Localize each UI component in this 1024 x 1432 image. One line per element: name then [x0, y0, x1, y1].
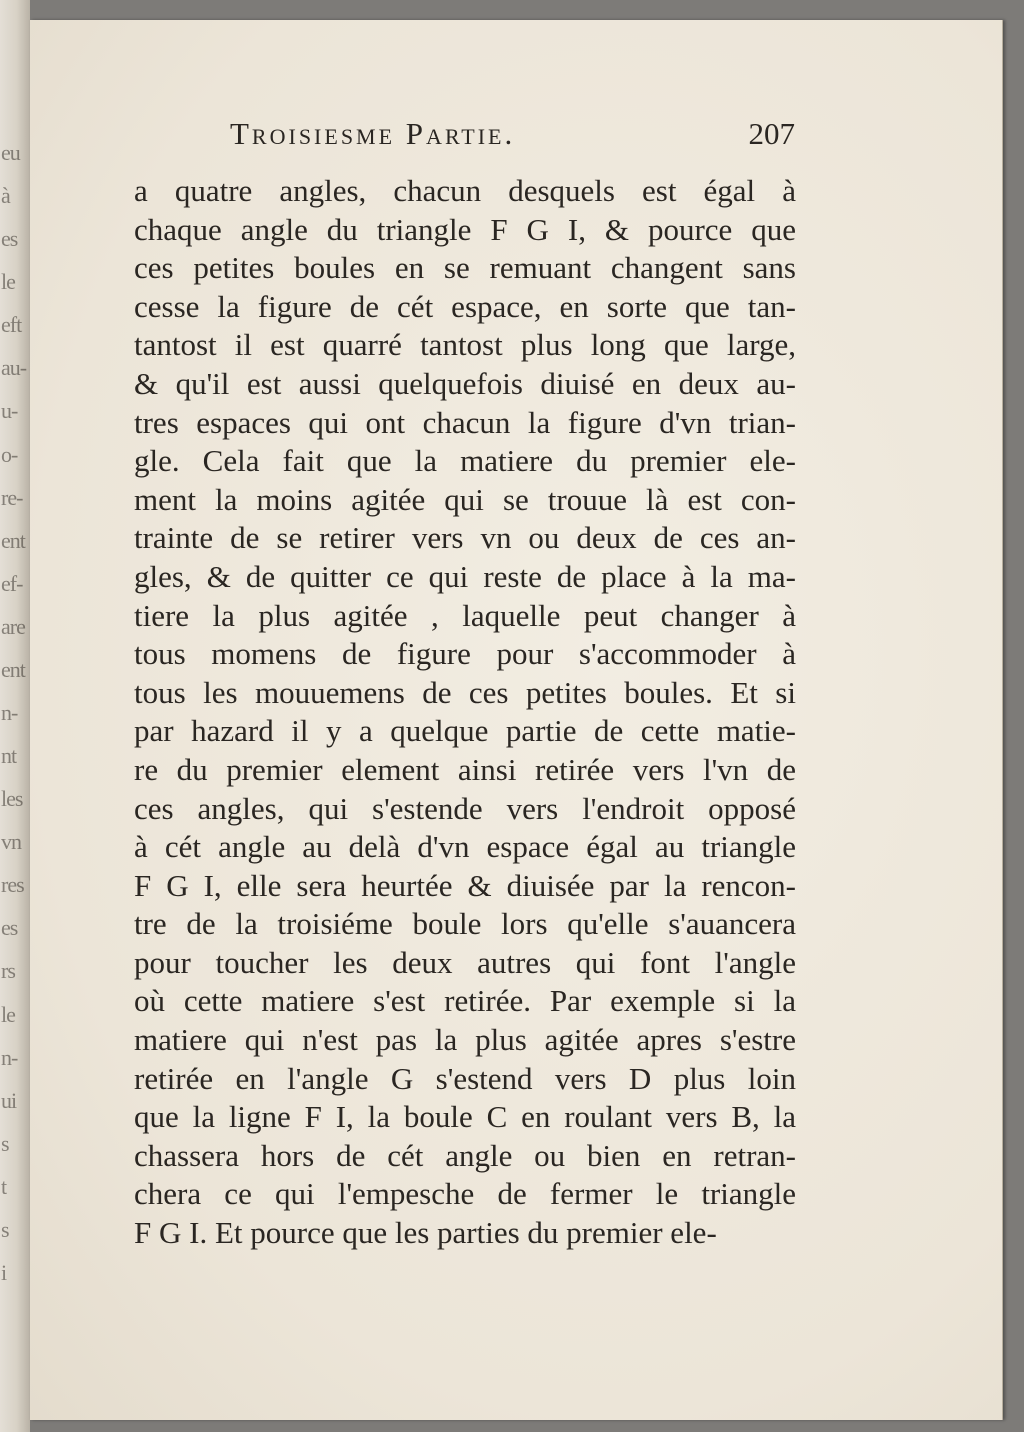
- gutter-fragment: ent: [1, 657, 25, 682]
- gutter-fragment: eft: [1, 312, 22, 337]
- body-text: [134, 172, 796, 1253]
- gutter-fragment: à: [1, 183, 10, 208]
- gutter-fragment: nt: [1, 743, 17, 768]
- text-line: tiere la plus agitée , laquelle peut changer à: [134, 597, 796, 633]
- gutter-fragment: res: [1, 872, 24, 897]
- gutter-fragment: o-: [1, 442, 18, 467]
- text-line: que la ligne F I, la boule C en roulant vers B, la: [134, 1099, 796, 1135]
- text-line: & qu'il est aussi quelquefois diuisé en deux au-: [134, 365, 796, 401]
- gutter-fragment: are: [1, 614, 25, 639]
- gutter-fragment: les: [1, 786, 23, 811]
- text-line: chera ce qui l'empesche de fermer le triangle: [134, 1176, 796, 1212]
- text-line: pour toucher les deux autres qui font l'angle: [134, 944, 796, 980]
- running-title: Troisiesme Partie.: [230, 116, 516, 151]
- text-line: cesse la figure de cét espace, en sorte que tan-: [134, 288, 796, 324]
- text-line: ces angles, qui s'estende vers l'endroit opposé: [134, 790, 796, 826]
- text-line: tres espaces qui ont chacun la figure d'vn trian-: [134, 404, 796, 440]
- gutter-fragment: i: [1, 1260, 7, 1285]
- gutter-fragment: t: [1, 1174, 7, 1199]
- text-line: chaque angle du triangle F G I, & pource que: [134, 211, 796, 247]
- gutter-fragment: re-: [1, 485, 23, 510]
- text-line: tous momens de figure pour s'accommoder à: [134, 636, 796, 672]
- text-line: ment la moins agitée qui se trouue là est con-: [134, 481, 796, 517]
- gutter-fragment: eu: [1, 140, 20, 165]
- gutter-fragment: n-: [1, 700, 18, 725]
- text-line: tre de la troisiéme boule lors qu'elle s'auancera: [134, 906, 796, 942]
- text-line: ces petites boules en se remuant changent sans: [134, 250, 796, 286]
- text-line: où cette matiere s'est retirée. Par exemple si la: [134, 983, 796, 1019]
- book-page: [30, 20, 1003, 1420]
- gutter-fragment: rs: [1, 958, 15, 983]
- text-line: par hazard il y a quelque partie de cette matie-: [134, 713, 796, 749]
- text-line: F G I. Et pource que les parties du premier ele-: [134, 1215, 717, 1251]
- text-line: chassera hors de cét angle ou bien en retran-: [134, 1137, 796, 1173]
- text-line: re du premier element ainsi retirée vers l'vn de: [134, 751, 796, 787]
- gutter-fragment: ui: [1, 1088, 17, 1113]
- text-line: a quatre angles, chacun desquels est égal à: [134, 173, 796, 208]
- text-line: gles, & de quitter ce qui reste de place à la ma-: [134, 558, 796, 594]
- gutter-fragment: u-: [1, 398, 18, 423]
- text-line: gle. Cela fait que la matiere du premier ele-: [134, 443, 796, 479]
- text-line: trainte de se retirer vers vn ou deux de ces an-: [134, 520, 796, 556]
- gutter-fragment: ef-: [1, 571, 23, 596]
- page-number: 207: [748, 116, 795, 151]
- gutter-fragment: es: [1, 915, 18, 940]
- page-header: [230, 116, 795, 160]
- gutter-fragment: le: [1, 1002, 15, 1027]
- gutter-fragment: ent: [1, 528, 25, 553]
- gutter-fragment: au-: [1, 355, 27, 380]
- text-line: F G I, elle sera heurtée & diuisée par la rencon-: [134, 867, 796, 903]
- gutter-fragment: vn: [1, 829, 21, 854]
- text-line: retirée en l'angle G s'estend vers D plus loin: [134, 1060, 796, 1096]
- text-line: matiere qui n'est pas la plus agitée apres s'estre: [134, 1022, 796, 1058]
- text-line: tous les mouuemens de ces petites boules. Et si: [134, 674, 796, 710]
- facing-page-edge: [0, 0, 30, 1432]
- gutter-fragment: es: [1, 226, 18, 251]
- gutter-fragment: le: [1, 269, 15, 294]
- text-line: tantost il est quarré tantost plus long que large,: [134, 327, 796, 363]
- text-line: à cét angle au delà d'vn espace égal au triangle: [134, 829, 796, 865]
- gutter-fragment: s: [1, 1131, 9, 1156]
- gutter-fragment: n-: [1, 1045, 18, 1070]
- gutter-fragment: s: [1, 1217, 9, 1242]
